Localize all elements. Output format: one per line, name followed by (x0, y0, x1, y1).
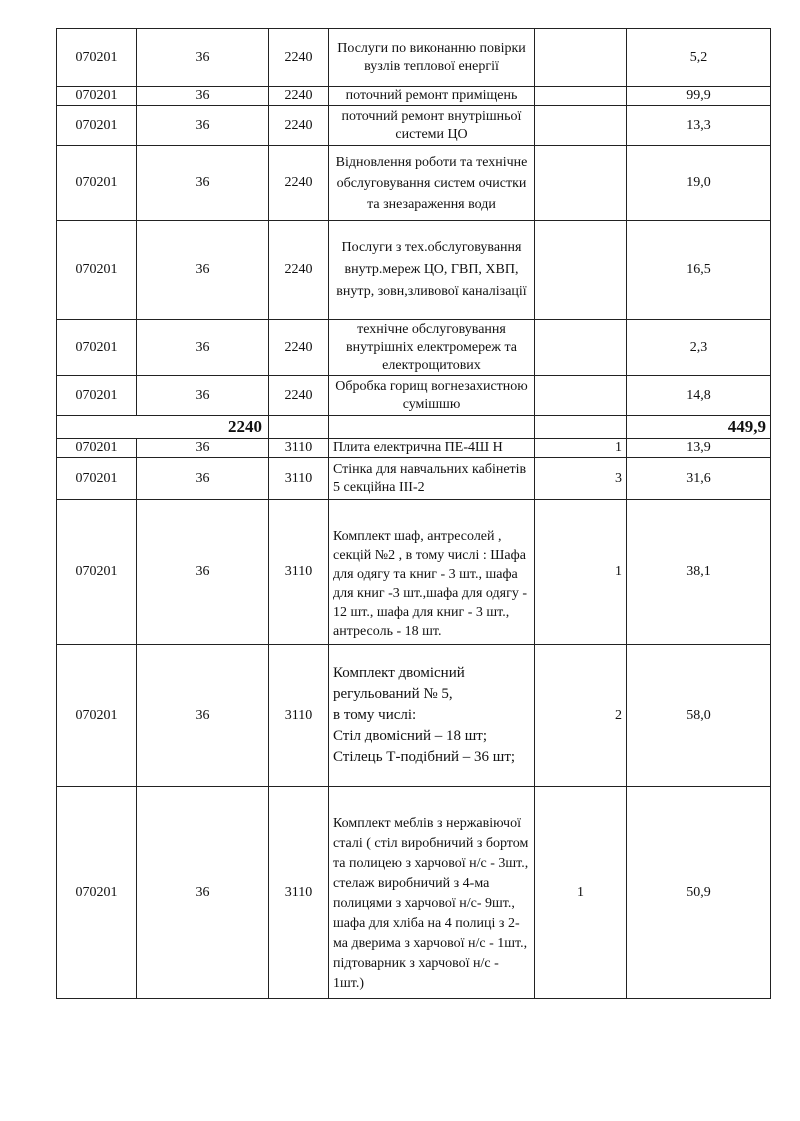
quantity: 1 (535, 500, 627, 645)
amount: 2,3 (627, 320, 771, 376)
item-name-line: в тому числі: (333, 707, 417, 723)
item-name-line: регульований № 5, (333, 686, 453, 702)
table-row (57, 29, 771, 87)
table-row (57, 376, 771, 416)
expense-code: 3110 (269, 439, 329, 458)
item-name: поточний ремонт внутрішньої системи ЦО (329, 106, 535, 146)
amount: 38,1 (627, 500, 771, 645)
expense-code: 3110 (269, 787, 329, 999)
department-code: 36 (137, 320, 269, 376)
table-row (57, 87, 771, 106)
item-name (329, 645, 535, 787)
program-code: 070201 (57, 106, 137, 146)
program-code: 070201 (57, 458, 137, 500)
total-code: 2240 (57, 416, 269, 439)
amount: 5,2 (627, 29, 771, 87)
department-code: 36 (137, 500, 269, 645)
amount: 14,8 (627, 376, 771, 416)
total-spacer (269, 416, 329, 439)
program-code: 070201 (57, 376, 137, 416)
item-name: Послуги по виконанню повірки вузлів теплової енергії (329, 29, 535, 87)
item-name: Комплект шаф, антресолей , секцій №2 , в тому числі : Шафа для одягу та книг - 3 шт., шафа для книг -3 шт.,шафа для одягу - 12 шт., шафа для книг - 3 шт., антресоль - 18 шт. (329, 500, 535, 645)
quantity: 1 (535, 787, 627, 999)
department-code: 36 (137, 645, 269, 787)
expense-code: 3110 (269, 458, 329, 500)
total-spacer (329, 416, 535, 439)
quantity (535, 87, 627, 106)
table-row (57, 787, 771, 999)
item-name: Відновлення роботи та технічне обслуговування систем очистки та знезараження води (329, 146, 535, 221)
expense-code: 2240 (269, 376, 329, 416)
total-spacer (535, 416, 627, 439)
item-name: Обробка горищ вогнезахистною сумішшю (329, 376, 535, 416)
item-name: Послуги з тех.обслуговування внутр.мереж ЦО, ГВП, ХВП, внутр, зовн,зливової каналізації (329, 221, 535, 320)
amount: 58,0 (627, 645, 771, 787)
item-name-line: Стіл двомісний – 18 шт; (333, 728, 488, 744)
program-code: 070201 (57, 87, 137, 106)
expense-code: 2240 (269, 87, 329, 106)
program-code: 070201 (57, 320, 137, 376)
expense-code: 2240 (269, 106, 329, 146)
total-row (57, 416, 771, 439)
quantity (535, 320, 627, 376)
table-row (57, 500, 771, 645)
program-code: 070201 (57, 787, 137, 999)
program-code: 070201 (57, 439, 137, 458)
quantity: 3 (535, 458, 627, 500)
expense-code: 3110 (269, 645, 329, 787)
item-name: Стінка для навчальних кабінетів 5 секційна ІІІ-2 (329, 458, 535, 500)
department-code: 36 (137, 787, 269, 999)
table-row (57, 458, 771, 500)
amount: 19,0 (627, 146, 771, 221)
department-code: 36 (137, 29, 269, 87)
quantity (535, 146, 627, 221)
department-code: 36 (137, 376, 269, 416)
amount: 13,3 (627, 106, 771, 146)
item-name: Плита електрична ПЕ-4Ш Н (329, 439, 535, 458)
department-code: 36 (137, 458, 269, 500)
expense-code: 2240 (269, 29, 329, 87)
quantity: 1 (535, 439, 627, 458)
quantity (535, 29, 627, 87)
amount: 50,9 (627, 787, 771, 999)
department-code: 36 (137, 106, 269, 146)
expense-code: 2240 (269, 221, 329, 320)
program-code: 070201 (57, 645, 137, 787)
amount: 31,6 (627, 458, 771, 500)
program-code: 070201 (57, 29, 137, 87)
quantity (535, 221, 627, 320)
expense-code: 2240 (269, 320, 329, 376)
expense-code: 2240 (269, 146, 329, 221)
quantity (535, 106, 627, 146)
table-row (57, 645, 771, 787)
item-name-line: Комплект двомісний (333, 665, 465, 681)
quantity: 2 (535, 645, 627, 787)
amount: 16,5 (627, 221, 771, 320)
amount: 13,9 (627, 439, 771, 458)
table-row (57, 106, 771, 146)
item-name-line: Стілець Т-подібний – 36 шт; (333, 749, 516, 765)
department-code: 36 (137, 439, 269, 458)
table-row (57, 320, 771, 376)
department-code: 36 (137, 146, 269, 221)
table-row (57, 221, 771, 320)
expense-code: 3110 (269, 500, 329, 645)
program-code: 070201 (57, 146, 137, 221)
item-name: Комплект меблів з нержавіючої сталі ( стіл виробничий з бортом та полицею з харчової н/с - 3шт., стелаж виробничий з 4-ма полицями з харчової н/с- 9шт., шафа для хліба на 4 полиці з 2-ма дверима з харчової н/с - 1шт., підтоварник з харчової н/с - 1шт.) (329, 787, 535, 999)
program-code: 070201 (57, 500, 137, 645)
department-code: 36 (137, 87, 269, 106)
item-name: поточний ремонт приміщень (329, 87, 535, 106)
program-code: 070201 (57, 221, 137, 320)
table-row (57, 439, 771, 458)
table-row (57, 146, 771, 221)
total-amount: 449,9 (627, 416, 771, 439)
budget-table (56, 28, 771, 999)
amount: 99,9 (627, 87, 771, 106)
item-name: технічне обслуговування внутрішніх електромереж та електрощитових (329, 320, 535, 376)
quantity (535, 376, 627, 416)
department-code: 36 (137, 221, 269, 320)
